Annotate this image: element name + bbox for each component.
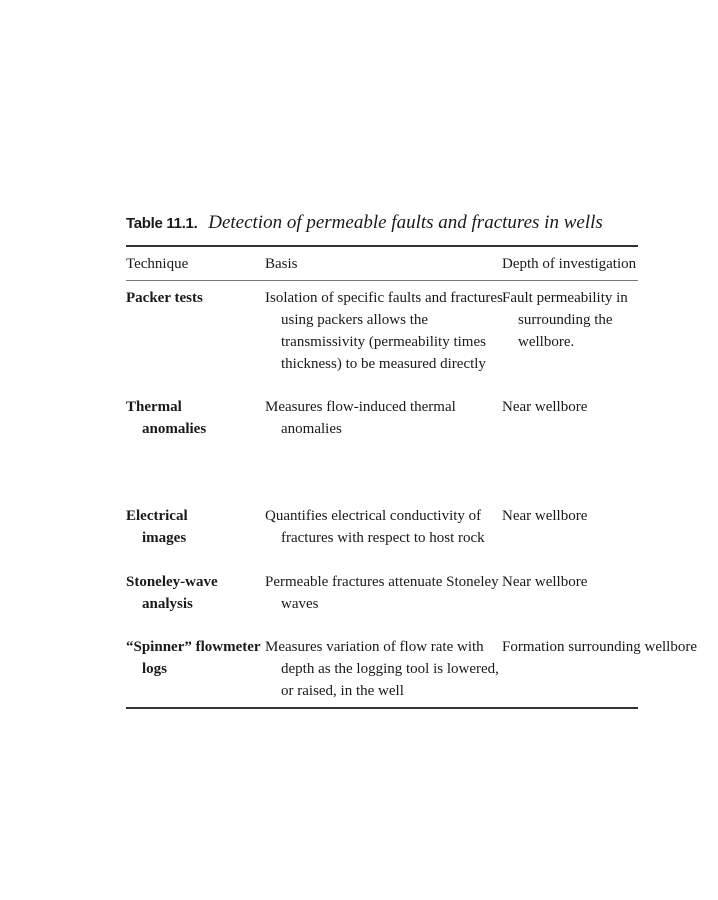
- row-2-basis: Measures flow-induced thermal anomalies: [265, 399, 456, 437]
- table-title: Detection of permeable faults and fractures in wells: [208, 212, 603, 233]
- row-1-depth: Fault permeability in surrounding the wellbore.: [502, 290, 628, 350]
- header-rule: [126, 280, 638, 281]
- row-1-basis: Isolation of specific faults and fractures using packers allows the transmissivity (permeability times thickness) to be measured directly: [265, 290, 503, 372]
- row-2-technique: Thermal anomalies: [126, 399, 207, 437]
- row-5-basis: Measures variation of flow rate with depth as the logging tool is lowered, or raised, in the well: [265, 639, 499, 699]
- row-4-basis: Permeable fractures attenuate Stoneley waves: [265, 574, 499, 612]
- header-basis: Basis: [265, 256, 298, 272]
- table-bottom-rule: [126, 707, 638, 709]
- table-caption: [126, 211, 603, 236]
- table-top-rule: [126, 245, 638, 247]
- row-4-technique: Stoneley-wave analysis: [126, 574, 218, 612]
- row-1-technique: Packer tests: [126, 290, 203, 306]
- header-technique: Technique: [126, 256, 189, 272]
- row-5-technique: “Spinner” flowmeter logs: [126, 639, 261, 677]
- table-label: Table 11.1.: [126, 215, 198, 232]
- row-5-depth: Formation surrounding wellbore: [502, 639, 697, 655]
- header-depth: Depth of investigation: [502, 256, 637, 272]
- row-4-depth: Near wellbore: [502, 574, 588, 590]
- row-3-technique: Electrical images: [126, 508, 188, 546]
- row-2-depth: Near wellbore: [502, 399, 588, 415]
- row-3-depth: Near wellbore: [502, 508, 588, 524]
- row-3-basis: Quantifies electrical conductivity of fractures with respect to host rock: [265, 508, 485, 546]
